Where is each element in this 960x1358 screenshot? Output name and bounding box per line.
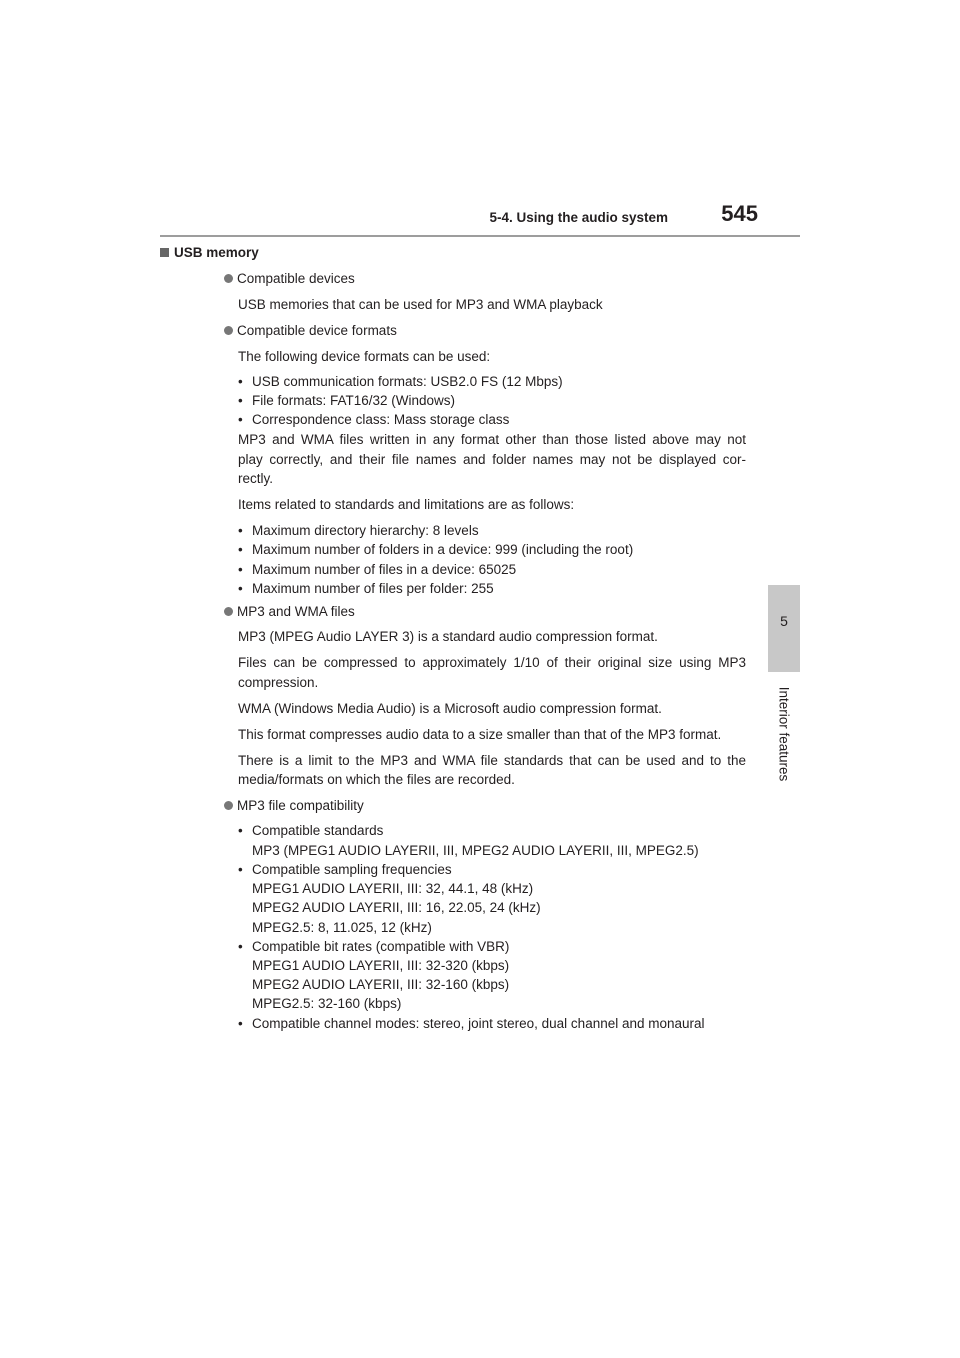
text-line-text xyxy=(238,771,515,789)
text-line-dot xyxy=(238,580,494,598)
line-text: USB communication formats: USB2.0 FS (12 Mbps) xyxy=(252,374,563,389)
line-text: MPEG2 AUDIO LAYERII, III: 16, 22.05, 24 (kHz) xyxy=(252,900,541,915)
text-line-dot xyxy=(238,541,633,559)
list-dot-icon: • xyxy=(238,862,243,877)
line-text: MP3 (MPEG1 AUDIO LAYERII, III, MPEG2 AUDIO LAYERII, III, MPEG2.5) xyxy=(252,843,699,858)
line-text: Maximum number of folders in a device: 999 (including the root) xyxy=(252,542,634,557)
text-line-section xyxy=(160,244,259,262)
bullet-circle-icon xyxy=(224,607,233,616)
line-text: MPEG2.5: 32-160 (kbps) xyxy=(252,996,402,1011)
list-dot-icon: • xyxy=(238,823,243,838)
text-line-justify xyxy=(238,654,746,672)
text-line-text xyxy=(238,628,658,646)
line-text: Compatible bit rates (compatible with VBR) xyxy=(252,939,510,954)
text-line-dot xyxy=(238,411,509,429)
list-dot-icon: • xyxy=(238,412,243,427)
text-line-text xyxy=(238,726,721,744)
line-text: File formats: FAT16/32 (Windows) xyxy=(252,393,456,408)
line-text: MPEG1 AUDIO LAYERII, III: 32, 44.1, 48 (kHz) xyxy=(252,881,534,896)
line-text: There is a limit to the MP3 and WMA file standards that can be used and to the xyxy=(238,753,746,768)
bullet-circle-icon xyxy=(224,326,233,335)
text-line-dot xyxy=(238,561,516,579)
text-line-sub xyxy=(252,995,401,1013)
text-line-bullet xyxy=(224,270,355,288)
line-text: MPEG1 AUDIO LAYERII, III: 32-320 (kbps) xyxy=(252,958,510,973)
line-text: Maximum number of files in a device: 65025 xyxy=(252,562,517,577)
line-text: Correspondence class: Mass storage class xyxy=(252,412,510,427)
text-line-bullet xyxy=(224,322,397,340)
text-line-dot xyxy=(238,861,452,879)
line-text: rectly. xyxy=(238,471,274,486)
list-dot-icon: • xyxy=(238,939,243,954)
list-dot-icon: • xyxy=(238,523,243,538)
text-line-dot xyxy=(238,822,383,840)
text-line-text xyxy=(238,674,318,692)
text-line-sub xyxy=(252,957,509,975)
page-number: 545 xyxy=(721,201,758,226)
text-line-bullet xyxy=(224,797,364,815)
text-line-justify xyxy=(238,431,746,449)
line-text: Compatible standards xyxy=(252,823,384,838)
line-text: MP3 and WMA files written in any format other than those listed above may not xyxy=(238,432,746,447)
line-text: Maximum directory hierarchy: 8 levels xyxy=(252,523,479,538)
line-text: Compatible channel modes: stereo, joint stereo, dual channel and monaural xyxy=(252,1016,705,1031)
text-line-text xyxy=(238,348,490,366)
bullet-circle-icon xyxy=(224,274,233,283)
line-text: This format compresses audio data to a size smaller than that of the MP3 format. xyxy=(238,727,722,742)
line-text: WMA (Windows Media Audio) is a Microsoft audio compression format. xyxy=(238,701,662,716)
list-dot-icon: • xyxy=(238,393,243,408)
line-text: Items related to standards and limitations are as follows: xyxy=(238,497,575,512)
line-text: MPEG2 AUDIO LAYERII, III: 32-160 (kbps) xyxy=(252,977,510,992)
text-line-justify xyxy=(238,451,746,469)
list-dot-icon: • xyxy=(238,562,243,577)
line-text: Maximum number of files per folder: 255 xyxy=(252,581,494,596)
text-line-text xyxy=(238,496,574,514)
text-line-dot xyxy=(238,373,563,391)
list-dot-icon: • xyxy=(238,542,243,557)
line-text: The following device formats can be used: xyxy=(238,349,491,364)
text-line-bullet xyxy=(224,603,355,621)
line-text: play correctly, and their file names and folder names may not be displayed cor- xyxy=(238,452,746,467)
line-text: Compatible devices xyxy=(237,271,355,286)
line-text: USB memory xyxy=(174,245,259,260)
text-line-sub xyxy=(252,899,541,917)
text-line-dot xyxy=(238,522,479,540)
text-line-dot xyxy=(238,938,509,956)
text-line-dot xyxy=(238,392,455,410)
text-line-justify xyxy=(238,752,746,770)
text-line-text xyxy=(238,470,273,488)
line-text: media/formats on which the files are recorded. xyxy=(238,772,515,787)
chapter-number: 5 xyxy=(780,613,788,629)
line-text: compression. xyxy=(238,675,319,690)
list-dot-icon: • xyxy=(238,581,243,596)
bullet-circle-icon xyxy=(224,801,233,810)
line-text: MP3 file compatibility xyxy=(237,798,364,813)
line-text: Files can be compressed to approximately 1/10 of their original size using MP3 xyxy=(238,655,746,670)
line-text: Compatible sampling frequencies xyxy=(252,862,452,877)
line-text: USB memories that can be used for MP3 and WMA playback xyxy=(238,297,603,312)
text-line-text xyxy=(238,700,662,718)
text-line-sub xyxy=(252,842,699,860)
text-line-sub xyxy=(252,880,533,898)
line-text: MP3 and WMA files xyxy=(237,604,355,619)
list-dot-icon: • xyxy=(238,374,243,389)
text-line-sub xyxy=(252,976,509,994)
text-line-sub xyxy=(252,919,432,937)
text-line-text xyxy=(238,296,603,314)
line-text: Compatible device formats xyxy=(237,323,397,338)
line-text: MP3 (MPEG Audio LAYER 3) is a standard audio compression format. xyxy=(238,629,658,644)
section-title: 5-4. Using the audio system xyxy=(489,210,668,225)
text-line-dot xyxy=(238,1015,705,1033)
list-dot-icon: • xyxy=(238,1016,243,1031)
chapter-label-text: Interior features xyxy=(776,686,792,782)
section-square-icon xyxy=(160,248,169,257)
line-text: MPEG2.5: 8, 11.025, 12 (kHz) xyxy=(252,920,432,935)
